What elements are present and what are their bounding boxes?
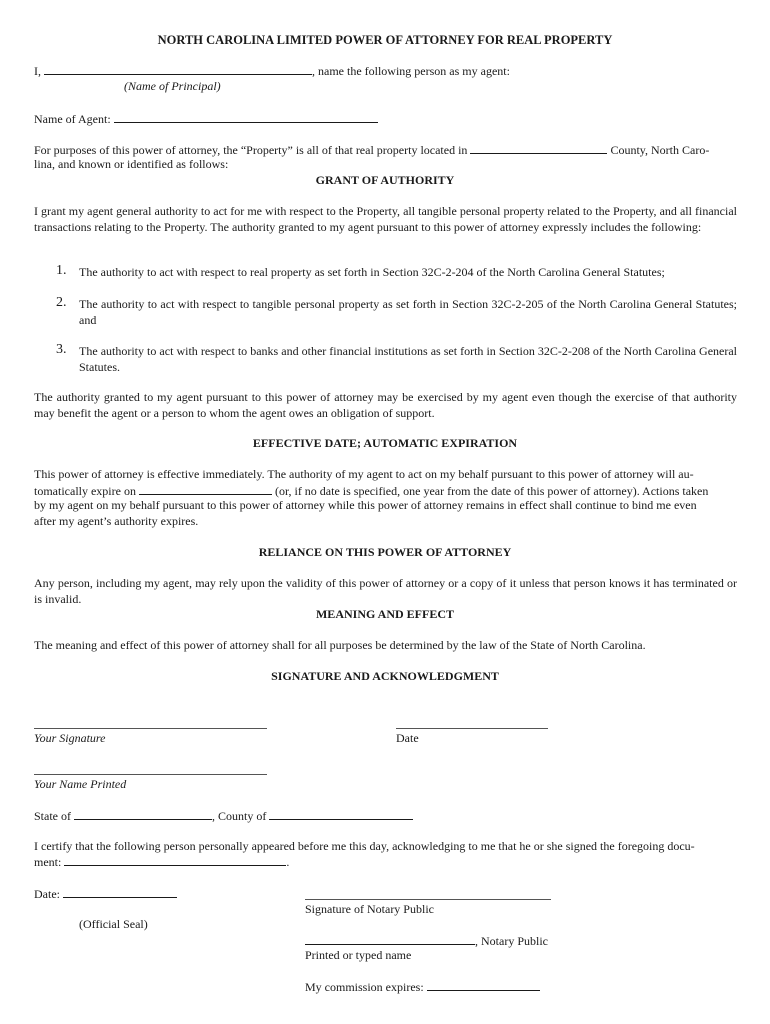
your-signature-label: Your Signature — [34, 731, 106, 745]
certify-line-2 — [34, 854, 737, 871]
principal-line — [34, 63, 737, 80]
name-printed-label: Your Name Printed — [34, 777, 127, 791]
principal-suffix: , name the following person as my agent: — [312, 64, 510, 78]
item-1-text: The authority to act with respect to real property as set forth in Section 32C-2-204 of the North Carolina General Statutes; — [79, 265, 665, 279]
notary-signature-label: Signature of Notary Public — [305, 902, 434, 916]
reliance-heading: RELIANCE ON THIS POWER OF ATTORNEY — [258, 545, 512, 559]
commission-line — [305, 979, 540, 996]
grant-heading: GRANT OF AUTHORITY — [315, 173, 455, 187]
name-printed-line[interactable] — [34, 774, 267, 775]
certify-text-b: ment: — [34, 855, 62, 869]
item-2-text: The authority to act with respect to tangible personal property as set forth in Section 32C-2-205 of the North Carolina General Statutes; and — [79, 297, 737, 327]
notary-date-label: Date: — [34, 887, 60, 901]
notary-signature-line[interactable] — [305, 899, 551, 900]
county-field[interactable] — [470, 142, 607, 154]
principal-name-field[interactable] — [44, 63, 312, 75]
item-3-text: The authority to act with respect to banks and other financial institutions as set forth in Section 32C-2-208 of the North Carolina General Statutes. — [79, 344, 737, 374]
commission-label: My commission expires: — [305, 980, 424, 994]
exercise-paragraph: The authority granted to my agent pursuant to this power of attorney may be exercised by my agent even though the exercise of that authority may benefit the agent or a person to whom the agent owes an obligation of support. — [34, 390, 737, 420]
county-of-label: , County of — [212, 809, 267, 823]
signature-heading: SIGNATURE AND ACKNOWLEDGMENT — [271, 669, 499, 683]
principal-caption: (Name of Principal) — [124, 79, 221, 93]
state-field[interactable] — [74, 808, 212, 820]
agent-label: Name of Agent: — [34, 112, 111, 126]
agent-line — [34, 111, 737, 128]
notary-date-line — [34, 886, 177, 903]
county-of-field[interactable] — [269, 808, 413, 820]
printed-name-label: Printed or typed name — [305, 948, 412, 962]
item-2-number: 2. — [56, 295, 67, 310]
state-county-line — [34, 808, 534, 825]
effective-heading: EFFECTIVE DATE; AUTOMATIC EXPIRATION — [252, 436, 518, 450]
official-seal-label: (Official Seal) — [79, 917, 148, 931]
your-signature-line[interactable] — [34, 728, 267, 729]
effective-text-c: (or, if no date is specified, one year from the date of this power of attorney). Actions taken — [274, 484, 709, 498]
notary-public-label: , Notary Public — [475, 934, 548, 948]
appearing-person-field[interactable] — [64, 854, 286, 866]
signature-date-line[interactable] — [396, 728, 548, 729]
property-text-a: For purposes of this power of attorney, the “Property” is all of that real property located in — [34, 143, 468, 157]
document-title: NORTH CAROLINA LIMITED POWER OF ATTORNEY FOR REAL PROPERTY — [157, 33, 613, 47]
effective-line-1: This power of attorney is effective immediately. The authority of my agent to act on my behalf pursuant to this power of attorney will au- — [34, 467, 694, 481]
effective-text-b: tomatically expire on — [34, 484, 136, 498]
expiration-date-field[interactable] — [139, 483, 272, 495]
commission-date-field[interactable] — [427, 979, 540, 991]
reliance-paragraph: Any person, including my agent, may rely upon the validity of this power of attorney or a copy of it unless that person knows it has terminated or is invalid. — [34, 576, 737, 606]
meaning-heading: MEANING AND EFFECT — [315, 607, 454, 621]
grant-paragraph: I grant my agent general authority to act for me with respect to the Property, all tangible personal property related to the Property, and all financial transactions relating to the Property. The authority granted to my agent pursuant to this power of attorney expressly includes the following: — [34, 204, 737, 234]
property-text-c: lina, and known or identified as follows: — [34, 157, 229, 171]
signature-date-label: Date — [396, 731, 419, 745]
item-3-number: 3. — [56, 342, 67, 357]
item-1-number: 1. — [56, 263, 67, 278]
agent-name-field[interactable] — [114, 111, 378, 123]
meaning-paragraph: The meaning and effect of this power of attorney shall for all purposes be determined by the law of the State of North Carolina. — [34, 638, 646, 652]
certify-period: . — [286, 855, 290, 869]
effective-line-4: after my agent’s authority expires. — [34, 514, 199, 528]
notary-name-field[interactable] — [305, 933, 475, 945]
notary-date-field[interactable] — [63, 886, 177, 898]
property-text-b: County, North Caro- — [610, 143, 710, 157]
principal-prefix: I, — [34, 64, 41, 78]
state-of-label: State of — [34, 809, 71, 823]
effective-line-3: by my agent on my behalf pursuant to this power of attorney while this power of attorney remains in effect shall continue to bind me even — [34, 498, 697, 512]
certify-line-1: I certify that the following person personally appeared before me this day, acknowledging to me that he or she signed the foregoing docu- — [34, 839, 695, 853]
